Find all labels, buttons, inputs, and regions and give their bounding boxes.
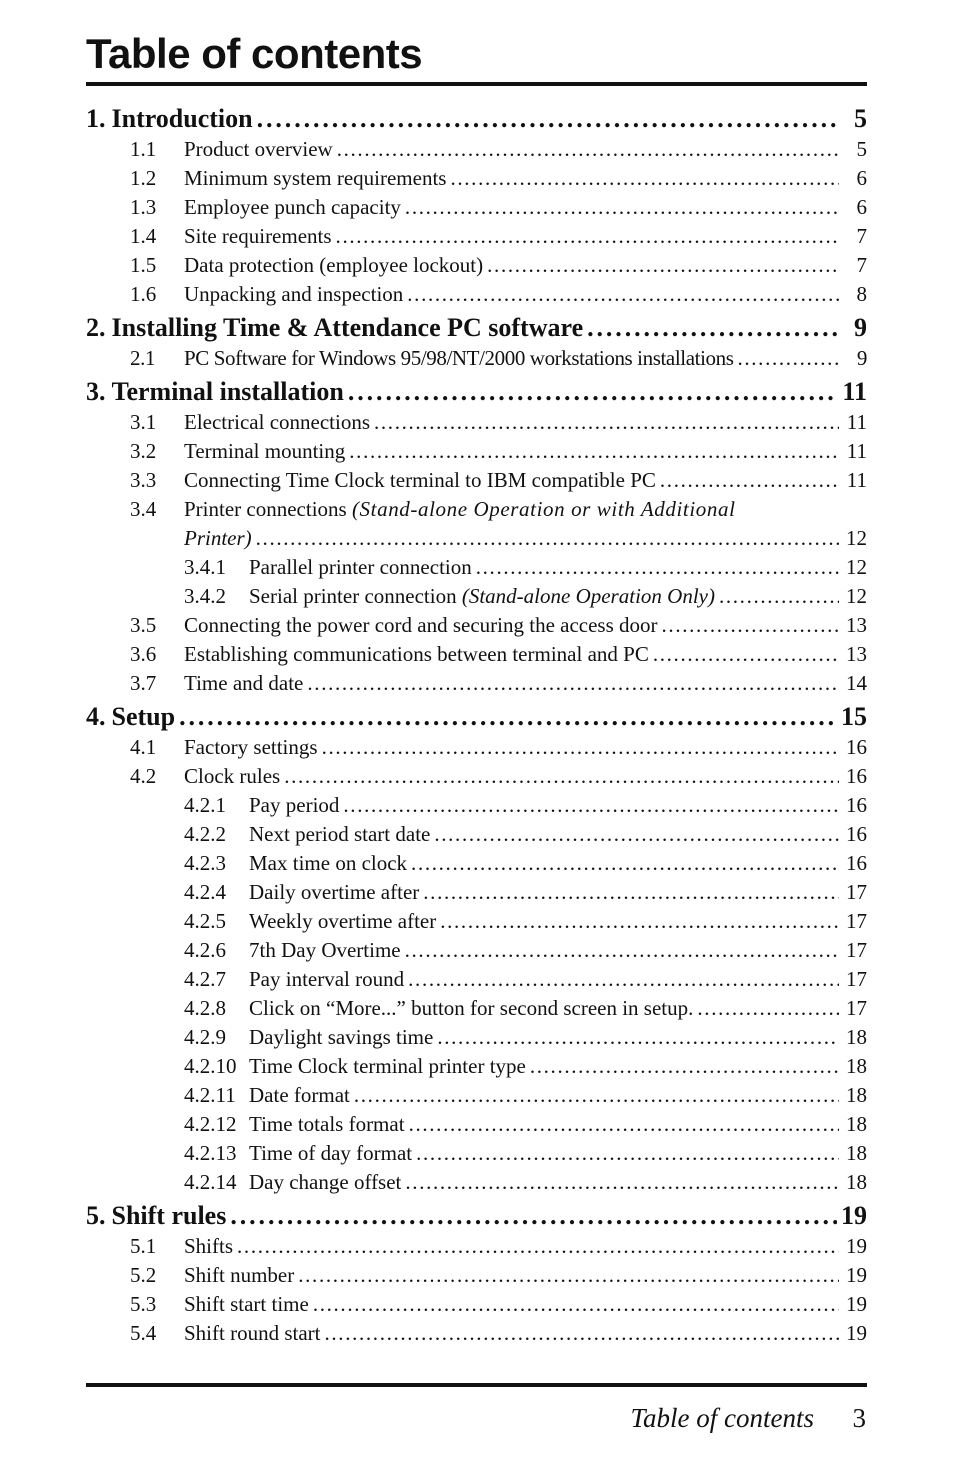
dot-leader (348, 375, 837, 408)
page-number: 11 (846, 410, 867, 434)
toc-item-4-2-14[interactable] (86, 1168, 867, 1197)
item-number: 3.2 (130, 439, 157, 463)
item-title: 7th Day Overtime (249, 938, 401, 962)
dot-leader (405, 1168, 839, 1197)
item-title: Parallel printer connection (249, 555, 472, 579)
item-number: 3.4.1 (184, 555, 226, 579)
page-number: 18 (846, 1054, 867, 1078)
toc-item-1-3[interactable] (86, 193, 867, 222)
page-number: 16 (846, 764, 867, 788)
page-number: 8 (856, 282, 867, 306)
toc-item-4-2-5[interactable] (86, 907, 867, 936)
item-number: 1.6 (130, 282, 157, 306)
item-title: Minimum system requirements (184, 166, 447, 190)
page-number: 9 (854, 313, 867, 342)
item-number: 3.3 (130, 468, 157, 492)
item-title: Electrical connections (184, 410, 370, 434)
item-number: 4.2.6 (184, 938, 226, 962)
item-number: 4.2.9 (184, 1025, 226, 1049)
item-number: 3.6 (130, 642, 157, 666)
item-number: 1.2 (130, 166, 157, 190)
toc-item-4-2[interactable] (86, 762, 867, 791)
item-number: 4.2.5 (184, 909, 226, 933)
item-title: Date format (249, 1083, 350, 1107)
page-number: 18 (846, 1025, 867, 1049)
section-number: 2. (86, 313, 106, 342)
page-number: 19 (846, 1263, 867, 1287)
item-number: 4.2.1 (184, 793, 226, 817)
item-number: 3.7 (130, 671, 157, 695)
dot-leader (336, 222, 839, 251)
page-number: 16 (846, 735, 867, 759)
item-title: Terminal mounting (184, 439, 346, 463)
page-number: 14 (846, 671, 867, 695)
page-title: Table of contents (86, 30, 423, 77)
item-number: 3.4 (130, 497, 157, 521)
item-number: 1.5 (130, 253, 157, 277)
page-number: 17 (846, 967, 867, 991)
page-number: 19 (846, 1321, 867, 1345)
page-number: 17 (846, 938, 867, 962)
dot-leader (325, 1319, 840, 1348)
page-number: 18 (846, 1083, 867, 1107)
toc-item-1-1[interactable] (86, 135, 867, 164)
toc-section-3[interactable] (86, 375, 867, 408)
item-title: Establishing communications between terminal and PC (184, 642, 649, 666)
page-number: 18 (846, 1112, 867, 1136)
table-of-contents (86, 100, 867, 1348)
page-number: 11 (846, 439, 867, 463)
page-number: 19 (846, 1234, 867, 1258)
toc-item-4-2-10[interactable] (86, 1052, 867, 1081)
item-title: Product overview (184, 137, 333, 161)
page-number: 17 (846, 880, 867, 904)
item-title: Weekly overtime after (249, 909, 437, 933)
toc-item-5-1[interactable] (86, 1232, 867, 1261)
item-number: 3.5 (130, 613, 157, 637)
item-number: 4.2.11 (184, 1083, 236, 1107)
item-number: 4.2.12 (184, 1112, 237, 1136)
dot-leader (237, 1232, 839, 1261)
dot-leader (343, 791, 839, 820)
page-number: 12 (846, 555, 867, 579)
toc-item-4-2-7[interactable] (86, 965, 867, 994)
page-number: 18 (846, 1141, 867, 1165)
dot-leader (322, 733, 839, 762)
page-number: 19 (841, 1201, 867, 1230)
dot-leader (307, 669, 839, 698)
item-number: 3.1 (130, 410, 157, 434)
page-number: 11 (842, 377, 867, 406)
toc-item-1-5[interactable] (86, 251, 867, 280)
item-title: Shift round start (184, 1321, 321, 1345)
page-number: 18 (846, 1170, 867, 1194)
dot-leader (697, 994, 839, 1023)
page-number: 12 (846, 584, 867, 608)
page-number: 6 (856, 166, 867, 190)
item-number: 4.1 (130, 735, 157, 759)
item-title-note: (Stand-alone Operation Only) (461, 584, 715, 608)
item-title: Printer connections (184, 497, 347, 521)
dot-leader (409, 1110, 839, 1139)
item-title: Next period start date (249, 822, 431, 846)
item-title: Connecting Time Clock terminal to IBM compatible PC (184, 468, 656, 492)
bottom-rule (86, 1383, 867, 1387)
dot-leader (476, 553, 839, 582)
page-number: 6 (856, 195, 867, 219)
item-number: 1.4 (130, 224, 157, 248)
dot-leader (349, 437, 839, 466)
dot-leader (434, 820, 839, 849)
dot-leader (354, 1081, 839, 1110)
item-title: Shift start time (184, 1292, 309, 1316)
page-number: 17 (846, 996, 867, 1020)
dot-leader (407, 280, 839, 309)
dot-leader (337, 135, 839, 164)
item-title: Shifts (184, 1234, 234, 1258)
page-number: 15 (841, 702, 867, 731)
page-number: 5 (854, 104, 867, 133)
dot-leader (416, 1139, 839, 1168)
item-title: Shift number (184, 1263, 295, 1287)
item-title: Day change offset (249, 1170, 402, 1194)
toc-item-3-4-continued[interactable] (86, 524, 867, 553)
page-number: 16 (846, 793, 867, 817)
dot-leader (660, 466, 839, 495)
toc-item-4-2-2[interactable] (86, 820, 867, 849)
toc-item-3-3[interactable] (86, 466, 867, 495)
toc-item-5-4[interactable] (86, 1319, 867, 1348)
dot-leader (374, 408, 839, 437)
dot-leader (587, 311, 837, 344)
dot-leader (405, 936, 839, 965)
toc-item-4-2-4[interactable] (86, 878, 867, 907)
footer-label: Table of contents (630, 1403, 814, 1433)
toc-item-4-1[interactable] (86, 733, 867, 762)
section-title: Setup (111, 702, 176, 731)
page-number: 19 (846, 1292, 867, 1316)
dot-leader (230, 1199, 837, 1232)
item-title: Employee punch capacity (184, 195, 401, 219)
toc-item-1-6[interactable] (86, 280, 867, 309)
toc-item-4-2-9[interactable] (86, 1023, 867, 1052)
item-title: Factory settings (184, 735, 318, 759)
section-title: Installing Time & Attendance PC software (111, 313, 584, 342)
item-title: Daylight savings time (249, 1025, 434, 1049)
page-number: 5 (856, 137, 867, 161)
item-number: 4.2.3 (184, 851, 226, 875)
toc-item-3-4-1[interactable] (86, 553, 867, 582)
item-number: 4.2 (130, 764, 157, 788)
toc-section-5[interactable] (86, 1199, 867, 1232)
dot-leader (437, 1023, 839, 1052)
page-number: 12 (846, 526, 867, 550)
item-title-note-continued: Printer) (184, 526, 252, 550)
item-title: Max time on clock (249, 851, 408, 875)
dot-leader (737, 344, 839, 373)
page-number: 7 (856, 224, 867, 248)
toc-item-4-2-6[interactable] (86, 936, 867, 965)
page-number: 7 (856, 253, 867, 277)
toc-item-4-2-11[interactable] (86, 1081, 867, 1110)
section-title: Introduction (111, 104, 253, 133)
dot-leader (298, 1261, 839, 1290)
item-number: 2.1 (130, 346, 156, 370)
item-title: Pay period (249, 793, 340, 817)
dot-leader (530, 1052, 839, 1081)
toc-item-3-7[interactable] (86, 669, 867, 698)
section-number: 1. (86, 104, 106, 133)
item-number: 4.2.8 (184, 996, 226, 1020)
toc-item-4-2-3[interactable] (86, 849, 867, 878)
item-title: Time totals format (249, 1112, 405, 1136)
item-title: Clock rules (184, 764, 281, 788)
toc-item-4-2-12[interactable] (86, 1110, 867, 1139)
toc-item-4-2-8[interactable] (86, 994, 867, 1023)
page-number: 16 (846, 822, 867, 846)
toc-section-1[interactable] (86, 102, 867, 135)
item-number: 5.2 (130, 1263, 157, 1287)
item-number: 4.2.2 (184, 822, 226, 846)
toc-item-3-1[interactable] (86, 408, 867, 437)
section-title: Shift rules (111, 1201, 227, 1230)
dot-leader (450, 164, 839, 193)
toc-section-2[interactable] (86, 311, 867, 344)
toc-item-5-2[interactable] (86, 1261, 867, 1290)
toc-item-3-2[interactable] (86, 437, 867, 466)
item-title: Unpacking and inspection (184, 282, 404, 306)
dot-leader (405, 193, 839, 222)
item-title: Daily overtime after (249, 880, 420, 904)
item-title: Serial printer connection (249, 584, 457, 608)
dot-leader (719, 582, 839, 611)
page-number: 13 (846, 642, 867, 666)
toc-item-3-5[interactable] (86, 611, 867, 640)
dot-leader (408, 965, 839, 994)
section-title: Terminal installation (111, 377, 344, 406)
toc-item-3-4[interactable] (86, 495, 867, 524)
dot-leader (257, 102, 837, 135)
item-title-note: (Stand-alone Operation or with Additional (351, 497, 736, 521)
item-number: 4.2.7 (184, 967, 226, 991)
item-number: 5.1 (130, 1234, 157, 1258)
toc-item-4-2-1[interactable] (86, 791, 867, 820)
dot-leader (179, 700, 837, 733)
item-number: 5.4 (130, 1321, 157, 1345)
page-number: 17 (846, 909, 867, 933)
toc-item-3-6[interactable] (86, 640, 867, 669)
dot-leader (411, 849, 839, 878)
toc-item-4-2-13[interactable] (86, 1139, 867, 1168)
toc-item-5-3[interactable] (86, 1290, 867, 1319)
toc-item-1-4[interactable] (86, 222, 867, 251)
dot-leader (313, 1290, 839, 1319)
top-rule (86, 82, 867, 86)
section-number: 3. (86, 377, 106, 406)
item-title: Time Clock terminal printer type (249, 1054, 526, 1078)
item-title: Pay interval round (249, 967, 405, 991)
item-title: Data protection (employee lockout) (184, 253, 484, 277)
item-number: 4.2.14 (184, 1170, 237, 1194)
item-title: Time and date (184, 671, 304, 695)
item-title: Connecting the power cord and securing the access door (184, 613, 658, 637)
footer-page-number: 3 (852, 1403, 866, 1433)
page-number: 9 (856, 346, 867, 370)
section-number: 5. (86, 1201, 106, 1230)
dot-leader (256, 524, 839, 553)
item-number: 4.2.10 (184, 1054, 237, 1078)
dot-leader (487, 251, 839, 280)
item-number: 1.1 (130, 137, 157, 161)
toc-item-3-4-2[interactable] (86, 582, 867, 611)
toc-item-2-1[interactable] (86, 344, 867, 373)
dot-leader (284, 762, 839, 791)
page-number: 16 (846, 851, 867, 875)
dot-leader (653, 640, 839, 669)
item-number: 4.2.4 (184, 880, 226, 904)
item-title: Site requirements (184, 224, 332, 248)
item-number: 3.4.2 (184, 584, 226, 608)
section-number: 4. (86, 702, 106, 731)
item-title: Time of day format (249, 1141, 413, 1165)
dot-leader (440, 907, 839, 936)
item-title: PC Software for Windows 95/98/NT/2000 workstations installations (184, 346, 734, 370)
item-number: 4.2.13 (184, 1141, 237, 1165)
dot-leader (662, 611, 839, 640)
item-title: Click on “More...” button for second screen in setup. (249, 996, 694, 1020)
dot-leader (423, 878, 839, 907)
page-number: 13 (846, 613, 867, 637)
item-number: 5.3 (130, 1292, 157, 1316)
item-number: 1.3 (130, 195, 157, 219)
toc-item-1-2[interactable] (86, 164, 867, 193)
page-number: 11 (846, 468, 867, 492)
toc-section-4[interactable] (86, 700, 867, 733)
